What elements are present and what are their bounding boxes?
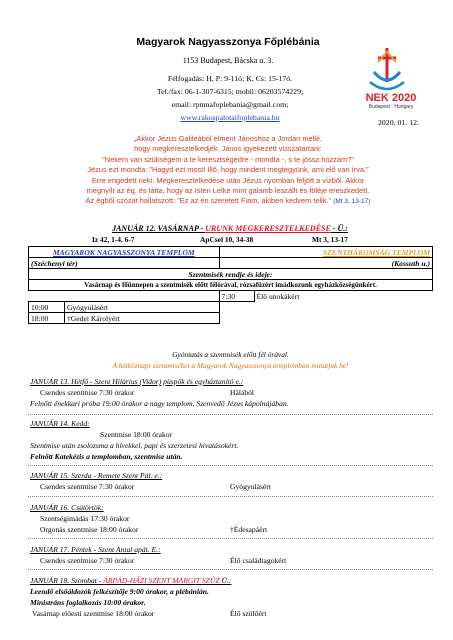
office-hours: Félfogadás: H, P: 9-11ó; K, Cs: 15-17ó. <box>167 74 293 83</box>
address: 1153 Budapest, Bácska u. 3. <box>182 56 274 65</box>
day-tuesday: JANUÁR 14. Kedd: Szentmise 18:00 órakor Szentmise után zsolozsma a hívekkel, papi és szerzetesi hivatásokért. Felnőtt Katekézis a templomban, szentmise után. <box>30 419 239 461</box>
table-row <box>29 247 433 258</box>
divider <box>28 414 433 415</box>
church2-location: (Kossuth u.) <box>219 258 433 269</box>
gospel-quote: „Akkor Jézus Galileából elment Jánoshoz a Jordán mellé, hogy megkeresztelkedjék. János igyekezett visszatartani: "Nekem van szükségem a te keresztségedre - mondta -, s te jössz hozzám?" Jézus ezt mondta: "Hagyd ezt most! Illő, hogy mindent megtegyünk, ami elő van írva." Erre engedett neki. Megkeresztelkedése után Jézus nyomban feljött a vízből. Akkor megnyílt az ég, és látta, hogy az Isten Lelke mint galamb leszállt és föléje ereszkedett. Az égből szózat hallatszott: "Ez az én szeretett Fiam, akiben kedvem telik." (Mt 3, 13-17) <box>85 134 371 206</box>
divider <box>28 465 433 466</box>
website-link[interactable]: www.rakospalotaifoplebania.hu <box>180 113 280 122</box>
divider <box>28 538 433 539</box>
nek-logo-text: NEK 2020 Budapest · Hungary <box>365 92 417 110</box>
confession-note: Gyóntatás a szentmisék előtt fél órával. <box>172 350 289 359</box>
table-row: 10:00 Gyógyulásért <box>29 302 433 313</box>
table-row: 18:00 †Gedei Károlyért <box>29 313 433 324</box>
order-label: Szentmisék rendje és ideje: <box>29 269 433 280</box>
table-row <box>29 269 433 280</box>
day-friday: JANUÁR 17. Péntek - Szent Antal apát. E.: Csendes szentmise 7:30 órakor Élő családtagokért <box>30 545 287 565</box>
church1-location: (Széchenyi tér) <box>29 258 220 269</box>
day-monday: JANUÁR 13. Hétfő - Szent Hilárius (Vidor) püspök és egyháztanító e.: Csendes szentmise 7:30 órakor Hálából Felnőtt énekkari próba 19:00 órakor a nagy templom, Szenvedő Jézus kápolnájában. <box>30 377 289 408</box>
church1-name: MAGYAROK NAGYASSZONYA TEMPLOM <box>29 247 220 258</box>
day-wednesday: JANUÁR 15. Szerda - Remete Szent Pál. e.: Csendes szentmise 7:30 órakor Gyógyulásért <box>30 471 271 491</box>
page-title: Magyarok Nagyasszonya Főplébánia <box>136 36 320 48</box>
table-row: 7:30 Élő unokákért <box>29 291 433 302</box>
table-row <box>29 258 433 269</box>
email: email: rpmnafoplebania@gmail.com; <box>171 100 289 109</box>
day-thursday: JANUÁR 16. Csütörtök: Szentségimádás 17:30 órakor Orgonás szentmise 18:00 órakor †Édesapáért <box>30 503 268 534</box>
sunday-heading: JANUÁR 12. VASÁRNAP - URUNK MEGKERESZTELKEDÉSE - Ü.: <box>112 224 348 233</box>
divider <box>28 569 433 570</box>
quote-reference: (Mt 3, 13-17) <box>333 198 371 206</box>
mass-schedule-table <box>28 246 433 324</box>
day-saturday: JANUÁR 18. Szombat - ÁRPÁD-HÁZI SZENT MARGIT SZŰZ Ü.: Leendő elsőáldozók felkészítője 9:00 órakor, a plébánián. Ministráns foglalkozás 10:00 órakor. Vasárnap előesti szentmise 18:00 órakor Élő szülőért <box>30 576 267 618</box>
phone: Tel./fax: 06-1-307-6315; mobil: 06203574229; <box>156 87 304 96</box>
table-row <box>29 280 433 291</box>
church2-name: SZENTHÁROMSÁG TEMPLOM <box>219 247 433 258</box>
bulletin-date: 2020. 01. 12. <box>378 118 419 127</box>
weekday-note: A hétköznapi szentmiséket a Magyarok Nagyasszonya templomban mutatjuk be! <box>112 361 349 370</box>
contact-block <box>110 72 350 124</box>
rosary-note: Vasárnap és főünnepen a szentmisék előtt félórával, rózsafüzért imádkozunk egyházközségünkért. <box>29 280 433 291</box>
divider <box>28 496 433 497</box>
